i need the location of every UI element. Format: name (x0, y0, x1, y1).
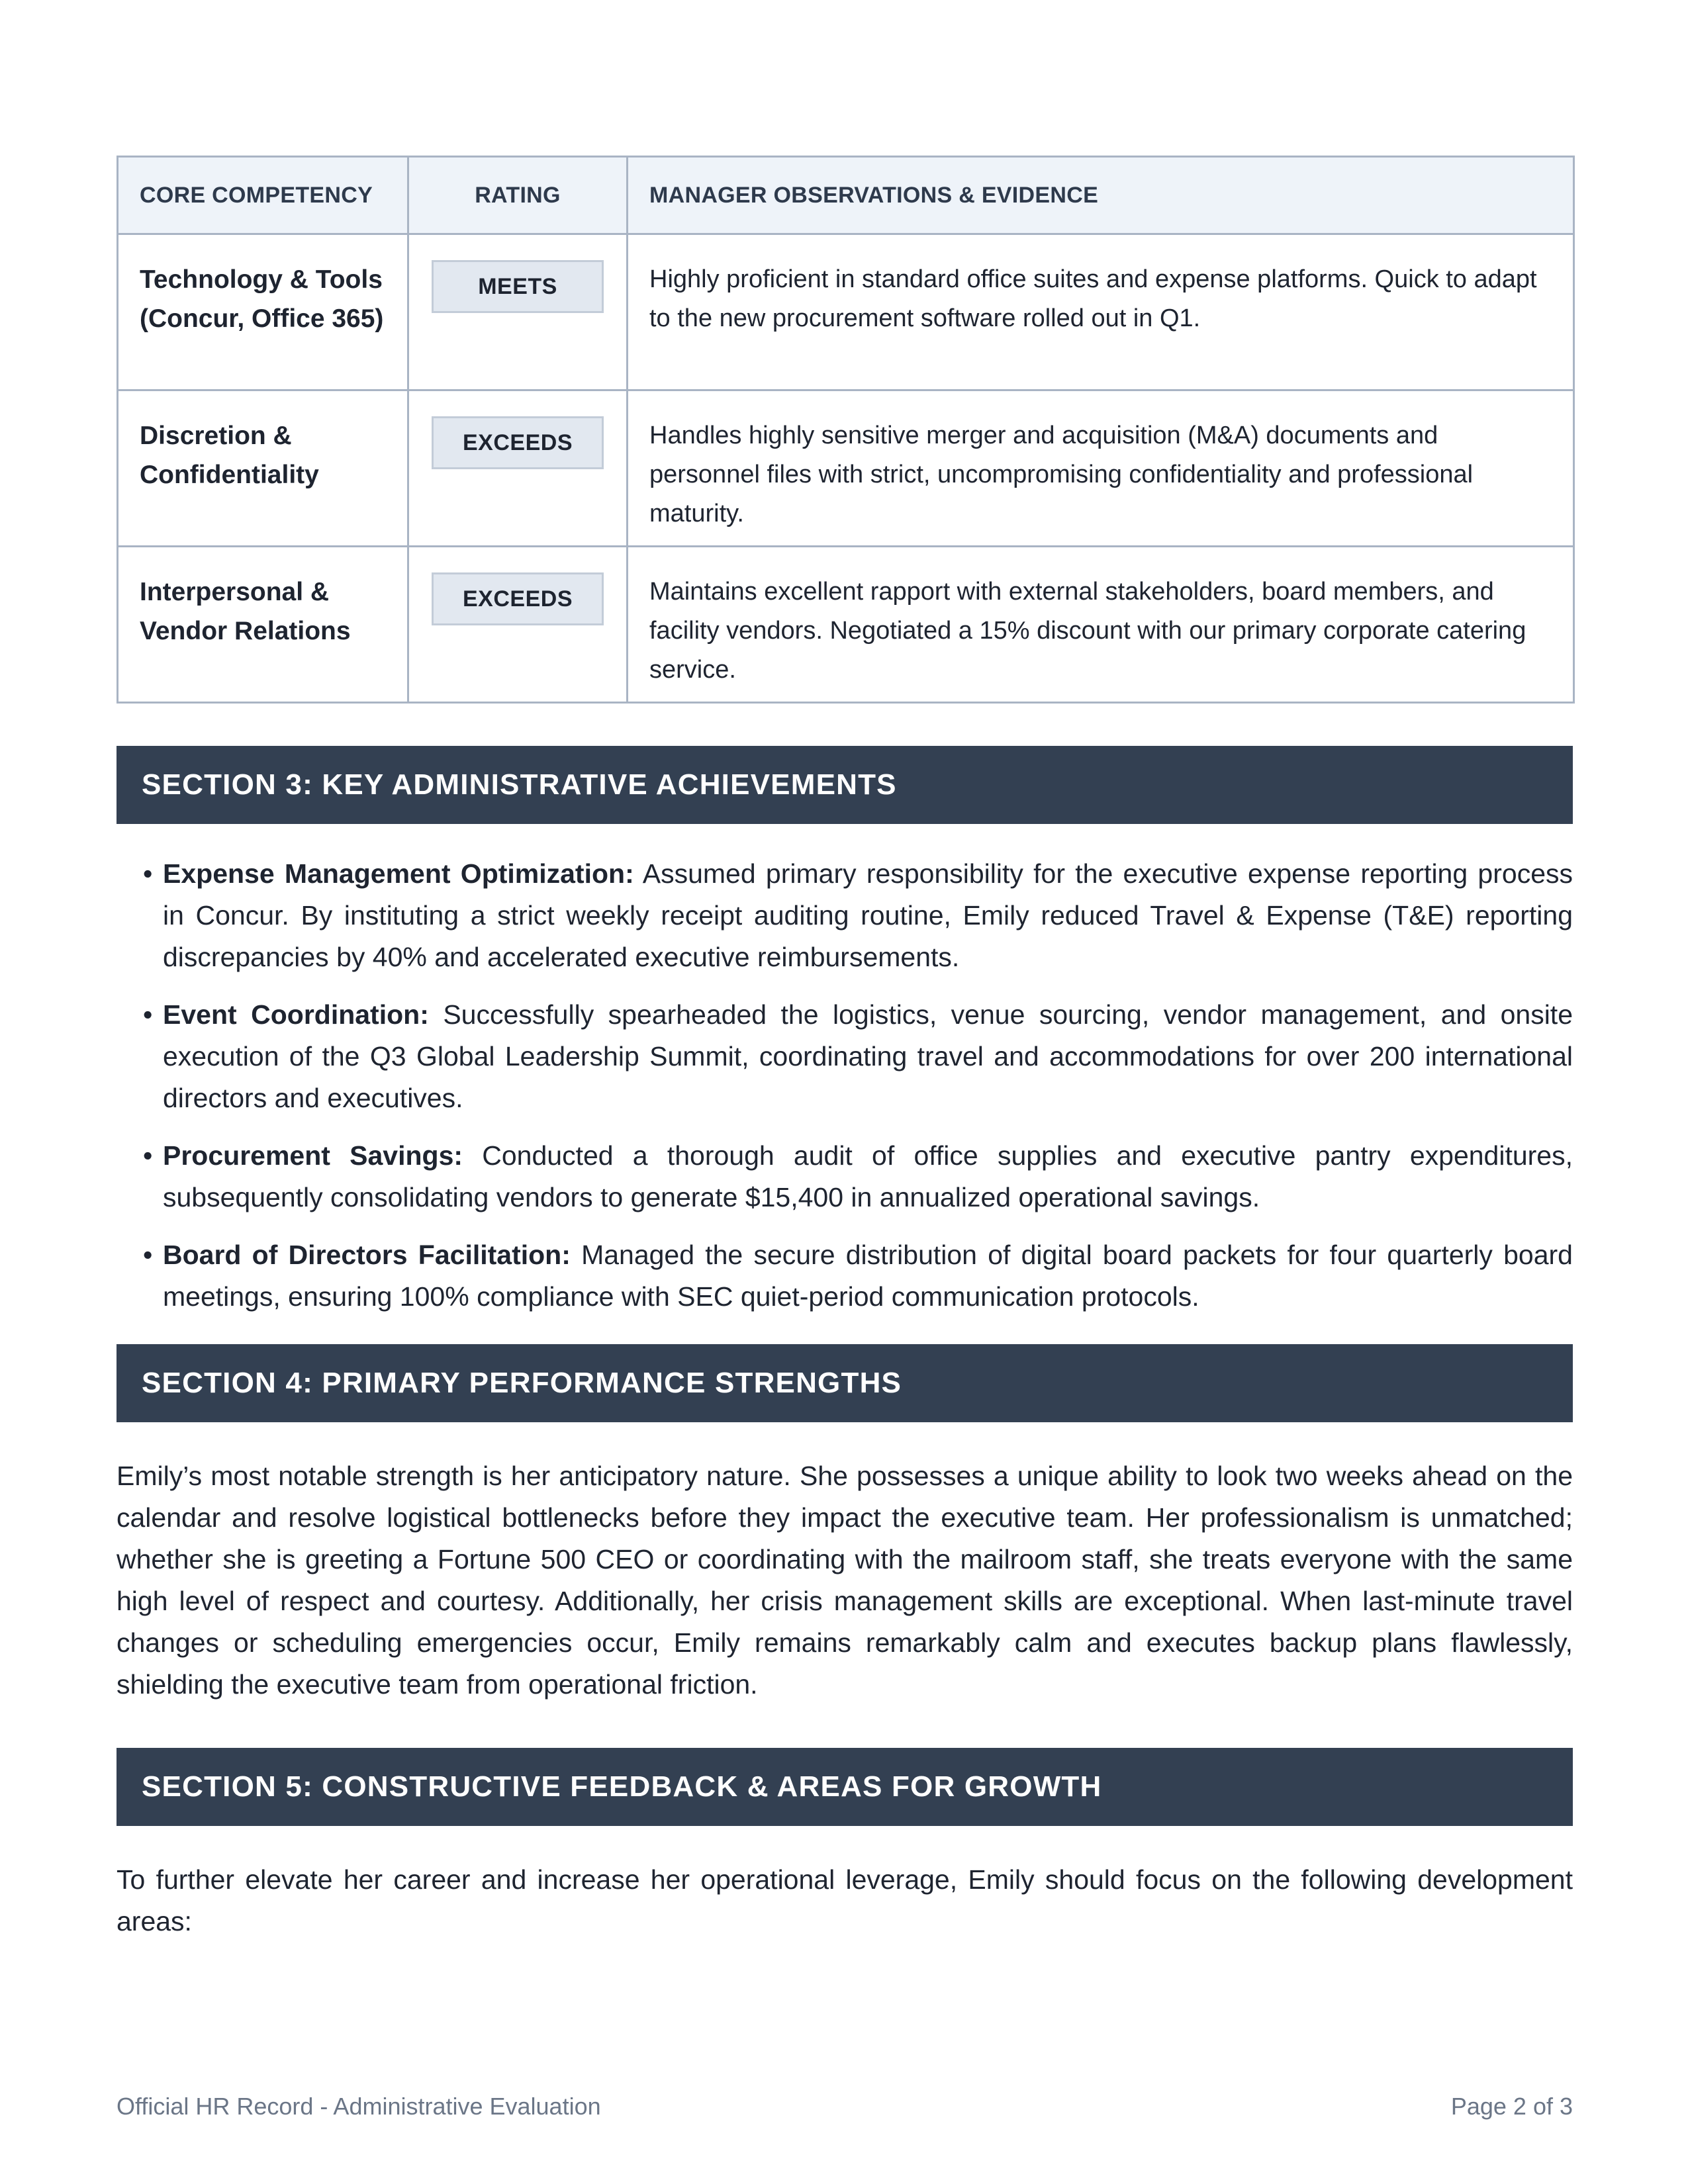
page-footer (117, 2093, 1573, 2126)
feedback-paragraph: To further elevate her career and increase her operational leverage, Emily should focus on the following development areas: (117, 1864, 1573, 1936)
list-item (117, 994, 1573, 1119)
achievement-text: Conducted a thorough audit of office supplies and executive pantry expenditures, subsequently consolidating vendors to generate $15,400 in annualized operational savings. (163, 1140, 1573, 1212)
bullet-icon: • (143, 1140, 153, 1171)
document-page (117, 156, 1573, 1942)
section-4-header: SECTION 4: PRIMARY PERFORMANCE STRENGTHS (117, 1344, 1573, 1422)
list-item (117, 1135, 1573, 1218)
achievement-text: Assumed primary responsibility for the executive expense reporting process in Concur. By instituting a strict weekly receipt auditing routine, Emily reduced Travel & Expense (T&E) reporting discrepancies by 40% and accelerated executive reimbursements. (163, 858, 1573, 972)
rating-cell (408, 547, 628, 703)
achievement-label: Board of Directors Facilitation: (163, 1240, 571, 1270)
section-3-header: SECTION 3: KEY ADMINISTRATIVE ACHIEVEMENTS (117, 746, 1573, 824)
competency-name: Interpersonal & Vendor Relations (118, 547, 408, 703)
achievement-label: Expense Management Optimization: (163, 858, 634, 889)
rating-cell (408, 234, 628, 390)
table-header-row (118, 157, 1574, 234)
achievement-text: Managed the secure distribution of digital board packets for four quarterly board meetings, ensuring 100% compliance with SEC quiet-period communication protocols. (163, 1240, 1573, 1312)
bullet-icon: • (143, 1240, 153, 1270)
achievement-label: Event Coordination: (163, 999, 429, 1030)
rating-badge: MEETS (432, 260, 604, 313)
table-row (118, 234, 1574, 390)
section-5-header: SECTION 5: CONSTRUCTIVE FEEDBACK & AREAS FOR GROWTH (117, 1748, 1573, 1826)
list-item (117, 853, 1573, 978)
achievements-list (117, 853, 1573, 1318)
bullet-icon: • (143, 858, 153, 889)
rating-badge: EXCEEDS (432, 572, 604, 625)
header-rating: RATING (408, 157, 628, 234)
achievement-text: Successfully spearheaded the logistics, venue sourcing, vendor management, and onsite execution of the Q3 Global Leadership Summit, coordinating travel and accommodations for over 200 international directors and executives. (163, 999, 1573, 1113)
strengths-paragraph: Emily’s most notable strength is her anticipatory nature. She possesses a unique ability to look two weeks ahead on the calendar and resolve logistical bottlenecks before they impact the executive team. Her professionalism is unmatched; whether she is greeting a Fortune 500 CEO or coordinating with the mailroom staff, she treats everyone with the same high level of respect and courtesy. Additionally, her crisis management skills are exceptional. When last-minute travel changes or scheduling emergencies occur, Emily remains remarkably calm and executes backup plans flawlessly, shielding the executive team from operational friction. (117, 1461, 1573, 1700)
table-row (118, 547, 1574, 703)
competency-name: Discretion & Confidentiality (118, 390, 408, 547)
competency-table (117, 156, 1575, 704)
observation-text: Maintains excellent rapport with external stakeholders, board members, and facility vendors. Negotiated a 15% discount with our primary corporate catering service. (628, 547, 1574, 703)
header-core-competency: CORE COMPETENCY (118, 157, 408, 234)
achievement-label: Procurement Savings: (163, 1140, 463, 1171)
rating-badge: EXCEEDS (432, 416, 604, 469)
bullet-icon: • (143, 999, 153, 1030)
header-observations: MANAGER OBSERVATIONS & EVIDENCE (628, 157, 1574, 234)
footer-record-label: Official HR Record - Administrative Evaluation (117, 2093, 601, 2120)
footer-page-number: Page 2 of 3 (1450, 2093, 1573, 2120)
list-item (117, 1234, 1573, 1318)
observation-text: Highly proficient in standard office suites and expense platforms. Quick to adapt to the new procurement software rolled out in Q1. (628, 234, 1574, 390)
table-row (118, 390, 1574, 547)
rating-cell (408, 390, 628, 547)
observation-text: Handles highly sensitive merger and acquisition (M&A) documents and personnel files with strict, uncompromising confidentiality and professional maturity. (628, 390, 1574, 547)
competency-name: Technology & Tools (Concur, Office 365) (118, 234, 408, 390)
